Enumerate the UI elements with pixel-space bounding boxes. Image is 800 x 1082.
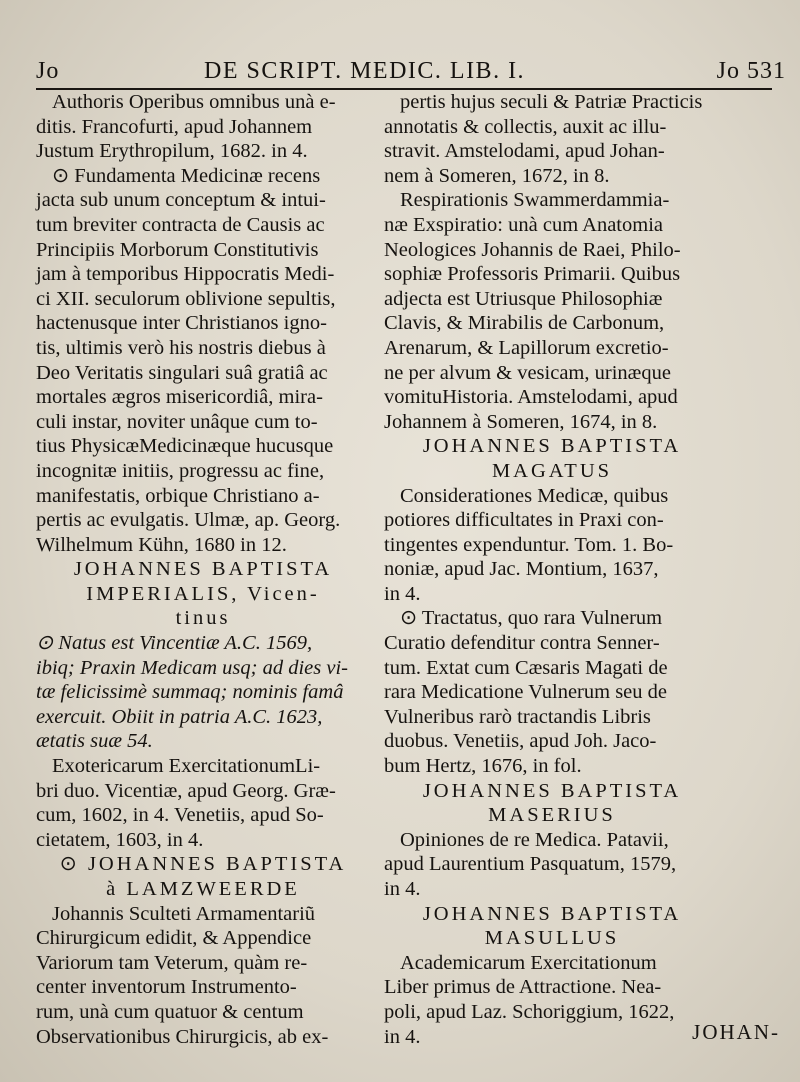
text-line: poli, apud Laz. Schoriggium, 1622, bbox=[384, 1000, 675, 1023]
text-line: duobus. Venetiis, apud Joh. Jaco- bbox=[384, 730, 657, 753]
text-line: tis, ultimis verò his nostris diebus à bbox=[36, 336, 326, 359]
text-line: JOHANNES BAPTISTA bbox=[422, 902, 682, 925]
header-page-number: Jo 531 bbox=[716, 58, 786, 84]
text-line: in 4. bbox=[384, 1025, 421, 1048]
text-line: noniæ, apud Jac. Montium, 1637, bbox=[384, 558, 659, 581]
text-line: Liber primus de Attractione. Nea- bbox=[384, 976, 662, 999]
text-line: bri duo. Vicentiæ, apud Georg. Græ- bbox=[36, 779, 336, 802]
text-line: Justum Erythropilum, 1682. in 4. bbox=[36, 140, 308, 163]
text-line: MASERIUS bbox=[488, 804, 616, 827]
text-line: Deo Veritatis singulari suâ gratiâ ac bbox=[36, 361, 328, 384]
text-line: pertis ac evulgatis. Ulmæ, ap. Georg. bbox=[36, 509, 341, 532]
entry-text bbox=[384, 484, 720, 607]
entry-heading bbox=[384, 902, 720, 951]
entry-heading bbox=[384, 434, 720, 483]
text-line: tingentes expenduntur. Tom. 1. Bo- bbox=[384, 533, 674, 556]
text-line: ⊙ Tractatus, quo rara Vulnerum bbox=[400, 607, 663, 630]
text-line: ditis. Francofurti, apud Johannem bbox=[36, 115, 313, 138]
text-line: JOHANNES BAPTISTA bbox=[422, 435, 682, 458]
text-line: ci XII. seculorum oblivione sepultis, bbox=[36, 287, 336, 310]
text-line: JOHANNES BAPTISTA bbox=[422, 779, 682, 802]
text-line: ibiq; Praxin Medicam usq; ad dies vi- bbox=[36, 656, 348, 679]
text-line: Clavis, & Mirabilis de Carbonum, bbox=[384, 312, 665, 335]
text-line: Respirationis Swammerdammia- bbox=[400, 189, 670, 212]
text-line: annotatis & collectis, auxit ac illu- bbox=[384, 115, 667, 138]
text-line: in 4. bbox=[384, 582, 421, 605]
text-line: rara Medicatione Vulnerum seu de bbox=[384, 681, 668, 704]
entry-text bbox=[36, 164, 370, 558]
entry-text bbox=[36, 902, 370, 1050]
text-line: tæ felicissimè summaq; nominis famâ bbox=[36, 681, 344, 704]
entry-text bbox=[384, 90, 720, 188]
text-line: Johannem à Someren, 1674, in 8. bbox=[384, 410, 658, 433]
text-line: Arenarum, & Lapillorum excretio- bbox=[384, 336, 669, 359]
text-line: tum breviter contracta de Causis ac bbox=[36, 213, 325, 236]
text-line: ⊙ JOHANNES BAPTISTA bbox=[59, 853, 347, 876]
text-line: cietatem, 1603, in 4. bbox=[36, 828, 204, 851]
text-line: ætatis suæ 54. bbox=[36, 730, 153, 753]
text-line: jam à temporibus Hippocratis Medi- bbox=[36, 263, 335, 286]
text-line: à LAMZWEERDE bbox=[106, 878, 300, 900]
text-line: pertis hujus seculi & Patriæ Practicis bbox=[400, 91, 703, 113]
text-line: ⊙ Natus est Vincentiæ A.C. 1569, bbox=[36, 632, 313, 655]
text-line: ⊙ Fundamenta Medicinæ recens bbox=[52, 164, 321, 187]
entry-text bbox=[36, 754, 370, 852]
entry-heading bbox=[384, 779, 720, 828]
text-line: mortales ægros misericordiâ, mira- bbox=[36, 386, 323, 409]
text-line: MAGATUS bbox=[491, 459, 613, 482]
entry-heading bbox=[36, 557, 370, 631]
text-line: rum, unà cum quatuor & centum bbox=[36, 1000, 304, 1023]
text-line: Variorum tam Veterum, quàm re- bbox=[36, 951, 308, 974]
text-line: hactenusque inter Christianos igno- bbox=[36, 312, 327, 335]
text-line: Opiniones de re Medica. Patavii, bbox=[400, 828, 669, 851]
text-line: potiores difficultates in Praxi con- bbox=[384, 509, 664, 532]
text-line: vomituHistoria. Amstelodami, apud bbox=[384, 386, 678, 409]
text-line: jacta sub unum conceptum & intui- bbox=[36, 189, 326, 212]
text-line: Exotericarum ExercitationumLi- bbox=[52, 755, 321, 778]
right-column bbox=[384, 90, 720, 1049]
text-line: MASULLUS bbox=[484, 927, 620, 950]
text-line: Neologices Johannis de Raei, Philo- bbox=[384, 238, 681, 261]
text-line: Wilhelmum Kühn, 1680 in 12. bbox=[36, 533, 287, 556]
text-line: manifestatis, orbique Christiano a- bbox=[36, 484, 320, 507]
biographical-note bbox=[36, 631, 370, 754]
entry-text bbox=[384, 188, 720, 434]
text-line: Principiis Morborum Constitutivis bbox=[36, 238, 319, 261]
text-line: cum, 1602, in 4. Venetiis, apud So- bbox=[36, 804, 324, 827]
entry-text bbox=[384, 951, 720, 1049]
catchword: JOHAN- bbox=[692, 1020, 780, 1044]
text-line: Johannis Sculteti Armamentariũ bbox=[52, 902, 316, 925]
text-line: tius PhysicæMedicinæque hucusque bbox=[36, 435, 334, 458]
text-line: center inventorum Instrumento- bbox=[36, 976, 297, 999]
text-line: JOHANNES BAPTISTA bbox=[73, 558, 333, 581]
text-line: culi instar, noviter unâque cum to- bbox=[36, 410, 318, 433]
text-line: Academicarum Exercitationum bbox=[400, 951, 657, 974]
text-line: sophiæ Professoris Primarii. Quibus bbox=[384, 263, 681, 286]
entry-text bbox=[384, 828, 720, 902]
header-left: Jo bbox=[36, 58, 60, 84]
text-line: ne per alvum & vesicam, urinæque bbox=[384, 361, 671, 384]
text-line: exercuit. Obiit in patria A.C. 1623, bbox=[36, 705, 323, 728]
entry-text bbox=[384, 606, 720, 778]
text-line: IMPERIALIS, Vicen- bbox=[86, 582, 320, 605]
text-line: tum. Extat cum Cæsaris Magati de bbox=[384, 656, 668, 679]
text-line: Chirurgicum edidit, & Appendice bbox=[36, 927, 312, 950]
text-line: Authoris Operibus omnibus unà e- bbox=[52, 91, 336, 113]
left-column bbox=[36, 90, 370, 1049]
entry-text bbox=[36, 90, 370, 164]
text-line: Observationibus Chirurgicis, ab ex- bbox=[36, 1025, 329, 1048]
text-line: incognitæ initiis, progressu ac fine, bbox=[36, 459, 325, 482]
text-line: apud Laurentium Pasquatum, 1579, bbox=[384, 853, 677, 876]
header-title: DE SCRIPT. MEDIC. LIB. I. bbox=[204, 58, 526, 84]
running-header bbox=[36, 58, 786, 88]
text-line: Curatio defenditur contra Senner- bbox=[384, 632, 660, 655]
text-line: bum Hertz, 1676, in fol. bbox=[384, 755, 582, 778]
text-line: adjecta est Utriusque Philosophiæ bbox=[384, 287, 663, 310]
text-line: Considerationes Medicæ, quibus bbox=[400, 484, 669, 507]
text-line: næ Exspiratio: unà cum Anatomia bbox=[384, 213, 663, 236]
text-line: tinus bbox=[175, 607, 231, 630]
text-line: in 4. bbox=[384, 878, 421, 900]
text-line: stravit. Amstelodami, apud Johan- bbox=[384, 140, 665, 163]
entry-heading bbox=[36, 852, 370, 901]
text-line: nem à Someren, 1672, in 8. bbox=[384, 164, 610, 187]
text-line: Vulneribus rarò tractandis Libris bbox=[384, 705, 651, 728]
